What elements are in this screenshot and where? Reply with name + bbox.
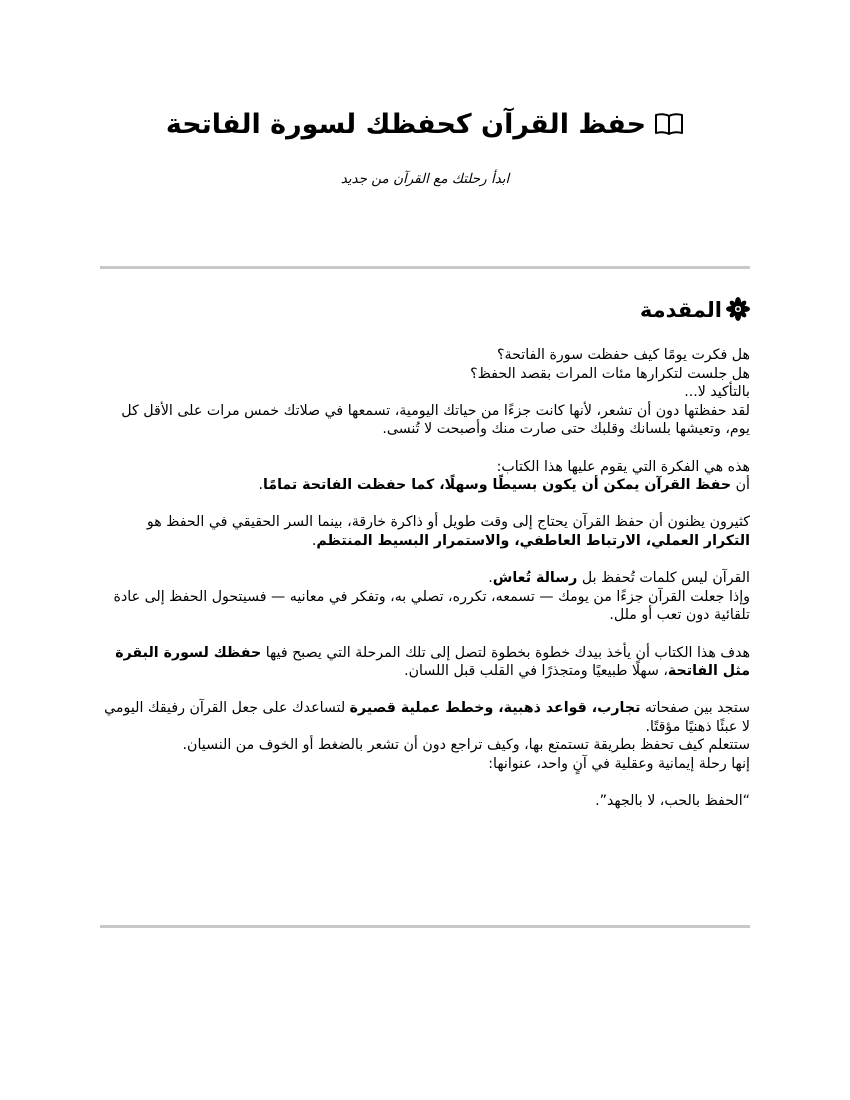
page-title <box>100 103 750 147</box>
bold-text: حفظ القرآن يمكن أن يكون بسيطًا وسهلًا، كما حفظت الفاتحة تمامًا <box>262 477 732 494</box>
bold-text: التكرار العملي، الارتباط العاطفي، والاستمرار البسيط المنتظم <box>316 532 750 549</box>
bold-text: رسالة تُعاش <box>492 570 578 587</box>
quote-line: “الحفظ بالحب، لا بالجهد”. <box>595 793 750 810</box>
section-heading <box>640 293 750 327</box>
flower-icon <box>726 297 750 321</box>
paragraph-2 <box>100 458 750 495</box>
body-text <box>100 346 750 829</box>
text-line: ستتعلم كيف تحفظ بطريقة تستمتع بها، وكيف تراجع دون أن تشعر بالضغط أو الخوف من النسيان. <box>182 737 750 754</box>
paragraph-5 <box>100 644 750 681</box>
top-divider <box>100 266 750 269</box>
text-line <box>100 569 750 588</box>
bottom-divider <box>100 925 750 928</box>
text-line: بالتأكيد لا... <box>684 384 750 401</box>
text-line: هل جلست لتكرارها مئات المرات بقصد الحفظ؟ <box>470 365 750 382</box>
text-run: كثيرون يظنون أن حفظ القرآن يحتاج إلى وقت طويل أو ذاكرة خارقة، بينما السر الحقيقي في الحفظ هو <box>146 514 750 531</box>
text-run: ستجد بين صفحاته <box>640 700 750 717</box>
text-line: إنها رحلة إيمانية وعقلية في آنٍ واحد، عنوانها: <box>488 756 750 773</box>
text-run: هدف هذا الكتاب أن يأخذ بيدك خطوة بخطوة لتصل إلى تلك المرحلة التي يصبح فيها <box>261 644 750 661</box>
text-line: هذه هي الفكرة التي يقوم عليها هذا الكتاب: <box>496 458 750 475</box>
text-line: هل فكرت يومًا كيف حفظت سورة الفاتحة؟ <box>496 347 750 363</box>
text-run: . <box>311 532 317 549</box>
bold-text: حفظك لسورة البقرة مثل الفاتحة <box>115 644 750 680</box>
document-page <box>100 0 750 1100</box>
paragraph-6 <box>100 699 750 773</box>
page-subtitle: ابدأ رحلتك مع القرآن من جديد <box>340 171 510 187</box>
text-run: . <box>258 477 263 494</box>
text-run: أن <box>731 477 750 494</box>
section-heading-text: المقدمة <box>639 298 722 322</box>
paragraph-3 <box>100 513 750 550</box>
text-run: . <box>488 570 493 587</box>
text-line <box>100 699 750 736</box>
title-text: حفظ القرآن كحفظك لسورة الفاتحة <box>165 109 647 140</box>
bold-text: تجارب، قواعد ذهبية، وخطط عملية قصيرة <box>349 700 641 717</box>
text-line <box>100 644 750 681</box>
text-run: ، سهلًا طبيعيًا ومتجذرًا في القلب قبل اللسان. <box>404 663 668 680</box>
paragraph-4 <box>100 569 750 625</box>
text-run: لتساعدك على جعل القرآن رفيقك اليومي لا عبئًا ذهنيًا مؤقتًا. <box>104 700 750 735</box>
paragraph-7 <box>100 792 750 811</box>
text-run: القرآن ليس كلمات تُحفظ بل <box>577 570 750 587</box>
open-book-icon <box>654 106 684 130</box>
paragraph-1 <box>100 346 750 439</box>
text-line: لقد حفظتها دون أن تشعر، لأنها كانت جزءًا من حياتك اليومية، تسمعها في صلاتك خمس مرات على الأقل كل يوم، وتعيشها بلسانك وقلبك حتى صارت منك وأصبحت لا تُنسى. <box>121 402 750 438</box>
text-line: وإذا جعلت القرآن جزءًا من يومك — تسمعه، تكرره، تصلي به، وتفكر في معانيه — فسيتحول الحفظ إلى عادة تلقائية دون تعب أو ملل. <box>113 588 750 624</box>
text-line <box>100 476 750 495</box>
text-line <box>100 513 750 550</box>
